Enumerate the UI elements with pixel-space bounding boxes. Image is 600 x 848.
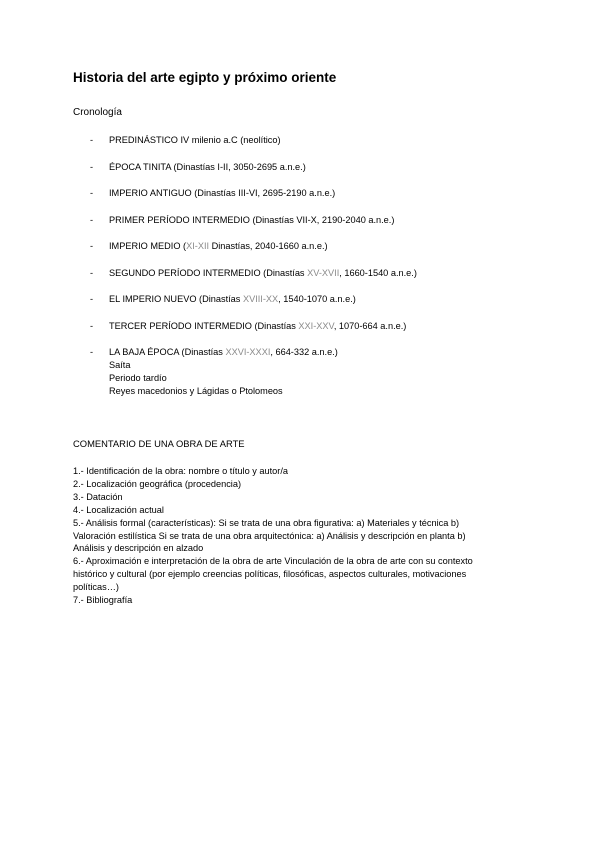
commentary-line: Análisis y descripción en alzado xyxy=(73,543,204,554)
sub-period: Saíta xyxy=(109,360,131,370)
dynasty-range: XXI-XXV xyxy=(298,320,334,331)
period-text: LA BAJA ÉPOCA (Dinastías xyxy=(109,347,226,357)
chronology-item-text xyxy=(109,320,406,333)
commentary-line: 2.- Localización geográfica (procedencia) xyxy=(73,478,242,489)
dynasty-range: XI-XII xyxy=(186,241,210,251)
period-name xyxy=(109,240,328,253)
period-text: IMPERIO MEDIO ( xyxy=(109,241,187,251)
list-dash: - xyxy=(90,294,94,304)
period-text: TERCER PERÍODO INTERMEDIO (Dinastías xyxy=(109,320,299,331)
chronology-item-text xyxy=(109,267,417,280)
chronology-item-text xyxy=(109,161,306,174)
sub-period: Reyes macedonios y Lágidas o Ptolomeos xyxy=(109,386,283,396)
dynasty-range: XXVI-XXXI xyxy=(225,347,271,357)
period-text: , 664-332 a.n.e.) xyxy=(270,347,338,357)
dynasty-range: XVIII-XX xyxy=(242,294,279,304)
sub-period: Periodo tardío xyxy=(109,373,167,383)
commentary-line: Valoración estilística Si se trata de una obra arquitectónica: a) Análisis y descripción en planta b) xyxy=(73,530,466,541)
commentary-line: 5.- Análisis formal (características): Si se trata de una obra figurativa: a) Materiales y técnica b) xyxy=(73,517,460,528)
commentary-line: 6.- Aproximación e interpretación de la obra de arte Vinculación de la obra de arte con su contexto xyxy=(73,556,473,567)
chronology-item-text xyxy=(109,293,356,306)
list-dash: - xyxy=(90,241,94,251)
commentary-line: 4.- Localización actual xyxy=(73,504,164,515)
list-dash: - xyxy=(90,188,94,198)
chronology-item-text xyxy=(109,240,328,253)
chronology-item-text xyxy=(109,214,394,227)
commentary-line: 7.- Bibliografía xyxy=(73,595,133,606)
chronology-item-text xyxy=(109,134,281,147)
period-name xyxy=(109,267,417,280)
period-text: SEGUNDO PERÍODO INTERMEDIO (Dinastías xyxy=(109,267,308,278)
chronology-item-text xyxy=(109,346,338,398)
list-dash: - xyxy=(90,135,94,145)
period-name xyxy=(109,320,406,333)
period-name xyxy=(109,134,281,147)
period-text: , 1540-1070 a.n.e.) xyxy=(278,294,356,304)
period-text: , 1660-1540 a.n.e.) xyxy=(339,267,417,278)
commentary-line: histórico y cultural (por ejemplo creencias políticas, filosóficas, aspectos culturales, motivaciones xyxy=(73,569,467,580)
chronology-heading: Cronología xyxy=(73,107,122,118)
period-text: IMPERIO ANTIGUO (Dinastías III-VI, 2695-2190 a.n.e.) xyxy=(109,188,336,198)
commentary-line: 3.- Datación xyxy=(73,491,123,502)
period-text: ÉPOCA TINITA (Dinastías I-II, 3050-2695 a.n.e.) xyxy=(109,161,306,172)
document-title: Historia del arte egipto y próximo oriente xyxy=(73,70,337,85)
period-text: PRIMER PERÍODO INTERMEDIO (Dinastías VII-X, 2190-2040 a.n.e.) xyxy=(109,214,395,225)
period-text: PREDINÁSTICO IV milenio a.C (neolítico) xyxy=(109,135,281,145)
list-dash: - xyxy=(90,320,94,331)
period-text: EL IMPERIO NUEVO (Dinastías xyxy=(109,294,243,304)
dynasty-range: XV-XVII xyxy=(307,267,340,278)
list-dash: - xyxy=(90,267,94,278)
commentary-heading: COMENTARIO DE UNA OBRA DE ARTE xyxy=(73,438,245,449)
period-name xyxy=(109,346,338,359)
period-text: Dinastías, 2040-1660 a.n.e.) xyxy=(209,241,328,251)
chronology-item-text xyxy=(109,187,335,200)
period-text: , 1070-664 a.n.e.) xyxy=(333,320,407,331)
commentary-line: 1.- Identificación de la obra: nombre o título y autor/a xyxy=(73,466,289,476)
commentary-steps xyxy=(73,465,523,607)
list-dash: - xyxy=(90,161,94,172)
commentary-line: políticas…) xyxy=(73,582,119,593)
list-dash: - xyxy=(90,214,94,225)
period-name xyxy=(109,214,394,227)
list-dash: - xyxy=(90,347,94,357)
period-name xyxy=(109,187,335,200)
period-name xyxy=(109,293,356,306)
period-name xyxy=(109,161,306,174)
